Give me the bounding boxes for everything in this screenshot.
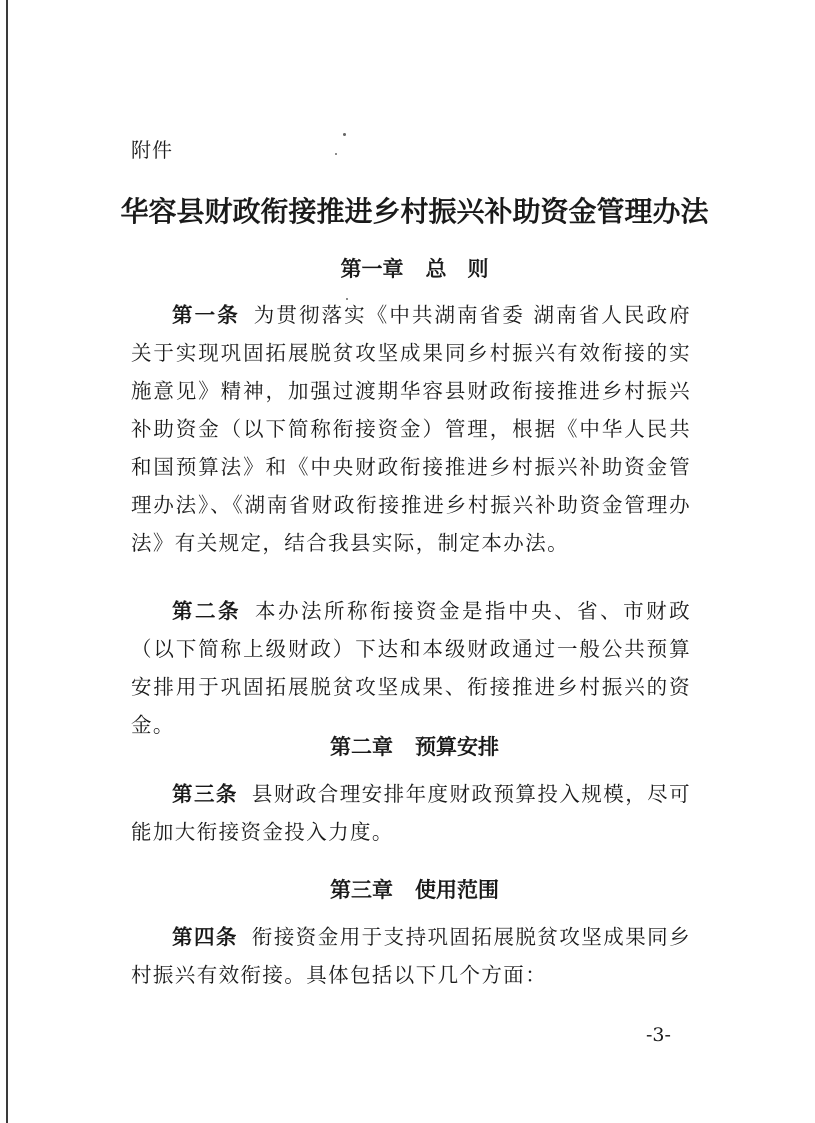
- chapter-heading-3: [0, 874, 815, 904]
- article-label: 第一条: [172, 303, 240, 327]
- article-text: 本办法所称衔接资金是指中央、省、市财政（以下简称上级财政）下达和本级财政通过一般公共预算安排用于巩固拓展脱贫攻坚成果、衔接推进乡村振兴的资金。: [131, 599, 691, 737]
- article-label: 第三条: [172, 782, 238, 806]
- article-4: [131, 918, 691, 994]
- article-text: 衔接资金用于支持巩固拓展脱贫攻坚成果同乡村振兴有效衔接。具体包括以下几个方面：: [131, 925, 692, 987]
- article-1: [131, 296, 691, 562]
- page-number: -3-: [646, 1024, 671, 1046]
- scan-speck: [335, 153, 337, 155]
- attachment-label: 附件: [131, 138, 173, 162]
- chapter-heading-1: [0, 253, 815, 283]
- chapter-number: 第三章: [330, 878, 393, 902]
- chapter-number: 第一章: [340, 257, 404, 281]
- chapter-name: 使用范围: [415, 878, 499, 902]
- scan-edge-line: [6, 0, 8, 1123]
- chapter-number: 第二章: [330, 735, 393, 759]
- article-label: 第四条: [172, 925, 238, 949]
- article-text: 为贯彻落实《中共湖南省委 湖南省人民政府关于实现巩固拓展脱贫攻坚成果同乡村振兴有效衔接的实施意见》精神，加强过渡期华容县财政衔接推进乡村振兴补助资金（以下简称衔接资金）管理，根据《中华人民共和国预算法》和《中央财政衔接推进乡村振兴补助资金管理办法》、《湖南省财政衔接推进乡村振兴补助资金管理办法》有关规定，结合我县实际，制定本办法。: [131, 303, 692, 555]
- chapter-name: 预算安排: [415, 735, 499, 759]
- document-title: 华容县财政衔接推进乡村振兴补助资金管理办法: [120, 195, 709, 228]
- article-2: [131, 592, 691, 744]
- article-3: [131, 775, 691, 851]
- chapter-name: 总 则: [425, 257, 489, 281]
- chapter-heading-2: [0, 731, 815, 761]
- scan-speck: [343, 133, 346, 136]
- article-label: 第二条: [172, 599, 242, 623]
- article-text: 县财政合理安排年度财政预算投入规模，尽可能加大衔接资金投入力度。: [131, 782, 692, 844]
